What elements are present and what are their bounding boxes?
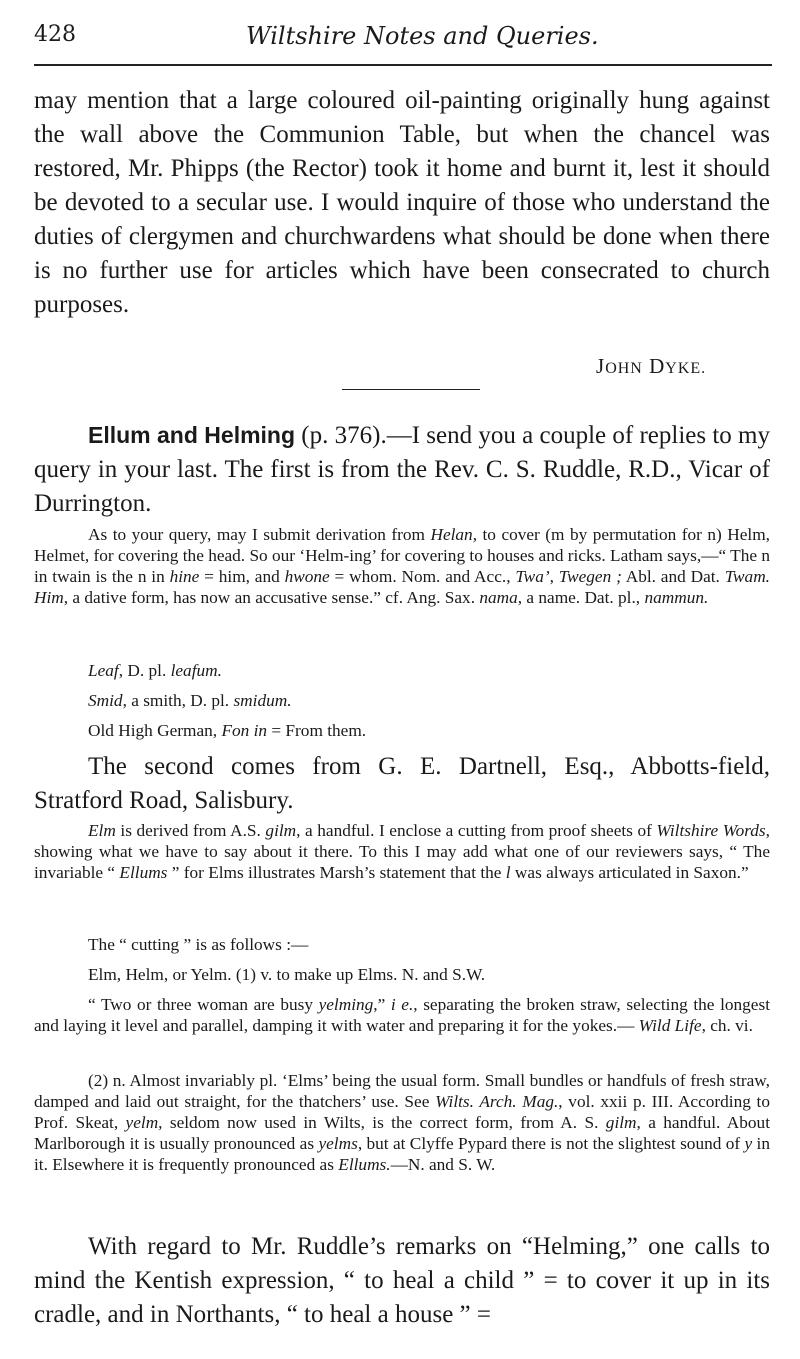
section-separator (342, 389, 480, 390)
ruddle-smid-line: Smid, a smith, D. pl. smidum. (88, 691, 292, 710)
header-rule (34, 64, 772, 66)
noun-definition: (2) n. Almost invariably pl. ‘Elms’ being the usual form. Small bundles or handfuls of fresh straw, damped and laid out straight, for the thatchers’ use. See Wilts. Arch. Mag., vol. xxii p. III. According to Prof. Skeat, yelm, seldom now used in Wilts, is the correct form, from A. S. gilm, a handful. About Marlborough it is usually pronounced as yelms, but at Clyffe Pypard there is not the slightest sound of y in it. Elsewhere it is frequently pronounced as Ellums.—N. and S. W. (34, 1071, 771, 1174)
running-header (34, 14, 770, 54)
cutting-intro: The “ cutting ” is as follows :— (88, 935, 309, 954)
ruddle-leaf-line: Leaf, D. pl. leafum. (88, 661, 222, 680)
paragraph-second-reply: The second comes from G. E. Dartnell, Esq., Abbotts-field, Stratford Road, Salisbury. (34, 753, 770, 814)
signature-john-dyke: JOHN DYKE. (596, 354, 707, 378)
wild-life-quote: “ Two or three woman are busy yelming,” i e., separating the broken straw, selecting the longest and laying it level and parallel, damping it with water and preparing it for the yokes.— Wild Life, ch. vi. (34, 995, 770, 1035)
paragraph-ellum-helming: Ellum and Helming (p. 376).—I send you a couple of replies to my query in your last. The first is from the Rev. C. S. Ruddle, R.D., Vicar of Durrington. (34, 422, 771, 517)
elm-definition-line: Elm, Helm, or Yelm. (1) v. to make up Elms. N. and S.W. (88, 965, 486, 984)
dartnell-quote: Elm is derived from A.S. gilm, a handful. I enclose a cutting from proof sheets of Wiltshire Words, showing what we have to say about it there. To this I may add what one of our reviewers says, “ The invariable “ Ellums ” for Elms illustrates Marsh’s statement that the l was always articulated in Saxon.” (34, 821, 770, 882)
running-title: Wiltshire Notes and Queries. (246, 22, 599, 50)
page-number: 428 (34, 22, 76, 47)
section-title-ellum-helming: Ellum and Helming (88, 422, 296, 448)
paragraph-oil-painting: may mention that a large coloured oil-painting originally hung against the wall above the Communion Table, but when the chancel was restored, Mr. Phipps (the Rector) took it home and burnt it, lest it should be devoted to a secular use. I would inquire of those who understand the duties of clergymen and churchwardens what should be done when there is no further use for articles which have been consecrated to church purposes. (34, 87, 770, 318)
ruddle-quote: As to your query, may I submit derivation from Helan, to cover (m by permutation for n) Helm, Helmet, for covering the head. So our ‘Helm-ing’ for covering to houses and ricks. Latham says,—“ The n in twain is the n in hine = him, and hwone = whom. Nom. and Acc., Twa’, Twegen ; Abl. and Dat. Twam. Him, a dative form, has now an accusative sense.” cf. Ang. Sax. nama, a name. Dat. pl., nammun. (34, 525, 771, 607)
paragraph-helming-remarks: With regard to Mr. Ruddle’s remarks on “Helming,” one calls to mind the Kentish expression, “ to heal a child ” = to cover it up in its cradle, and in Northants, “ to heal a house ” = (34, 1233, 770, 1328)
ruddle-ohg-line: Old High German, Fon in = From them. (88, 721, 367, 740)
